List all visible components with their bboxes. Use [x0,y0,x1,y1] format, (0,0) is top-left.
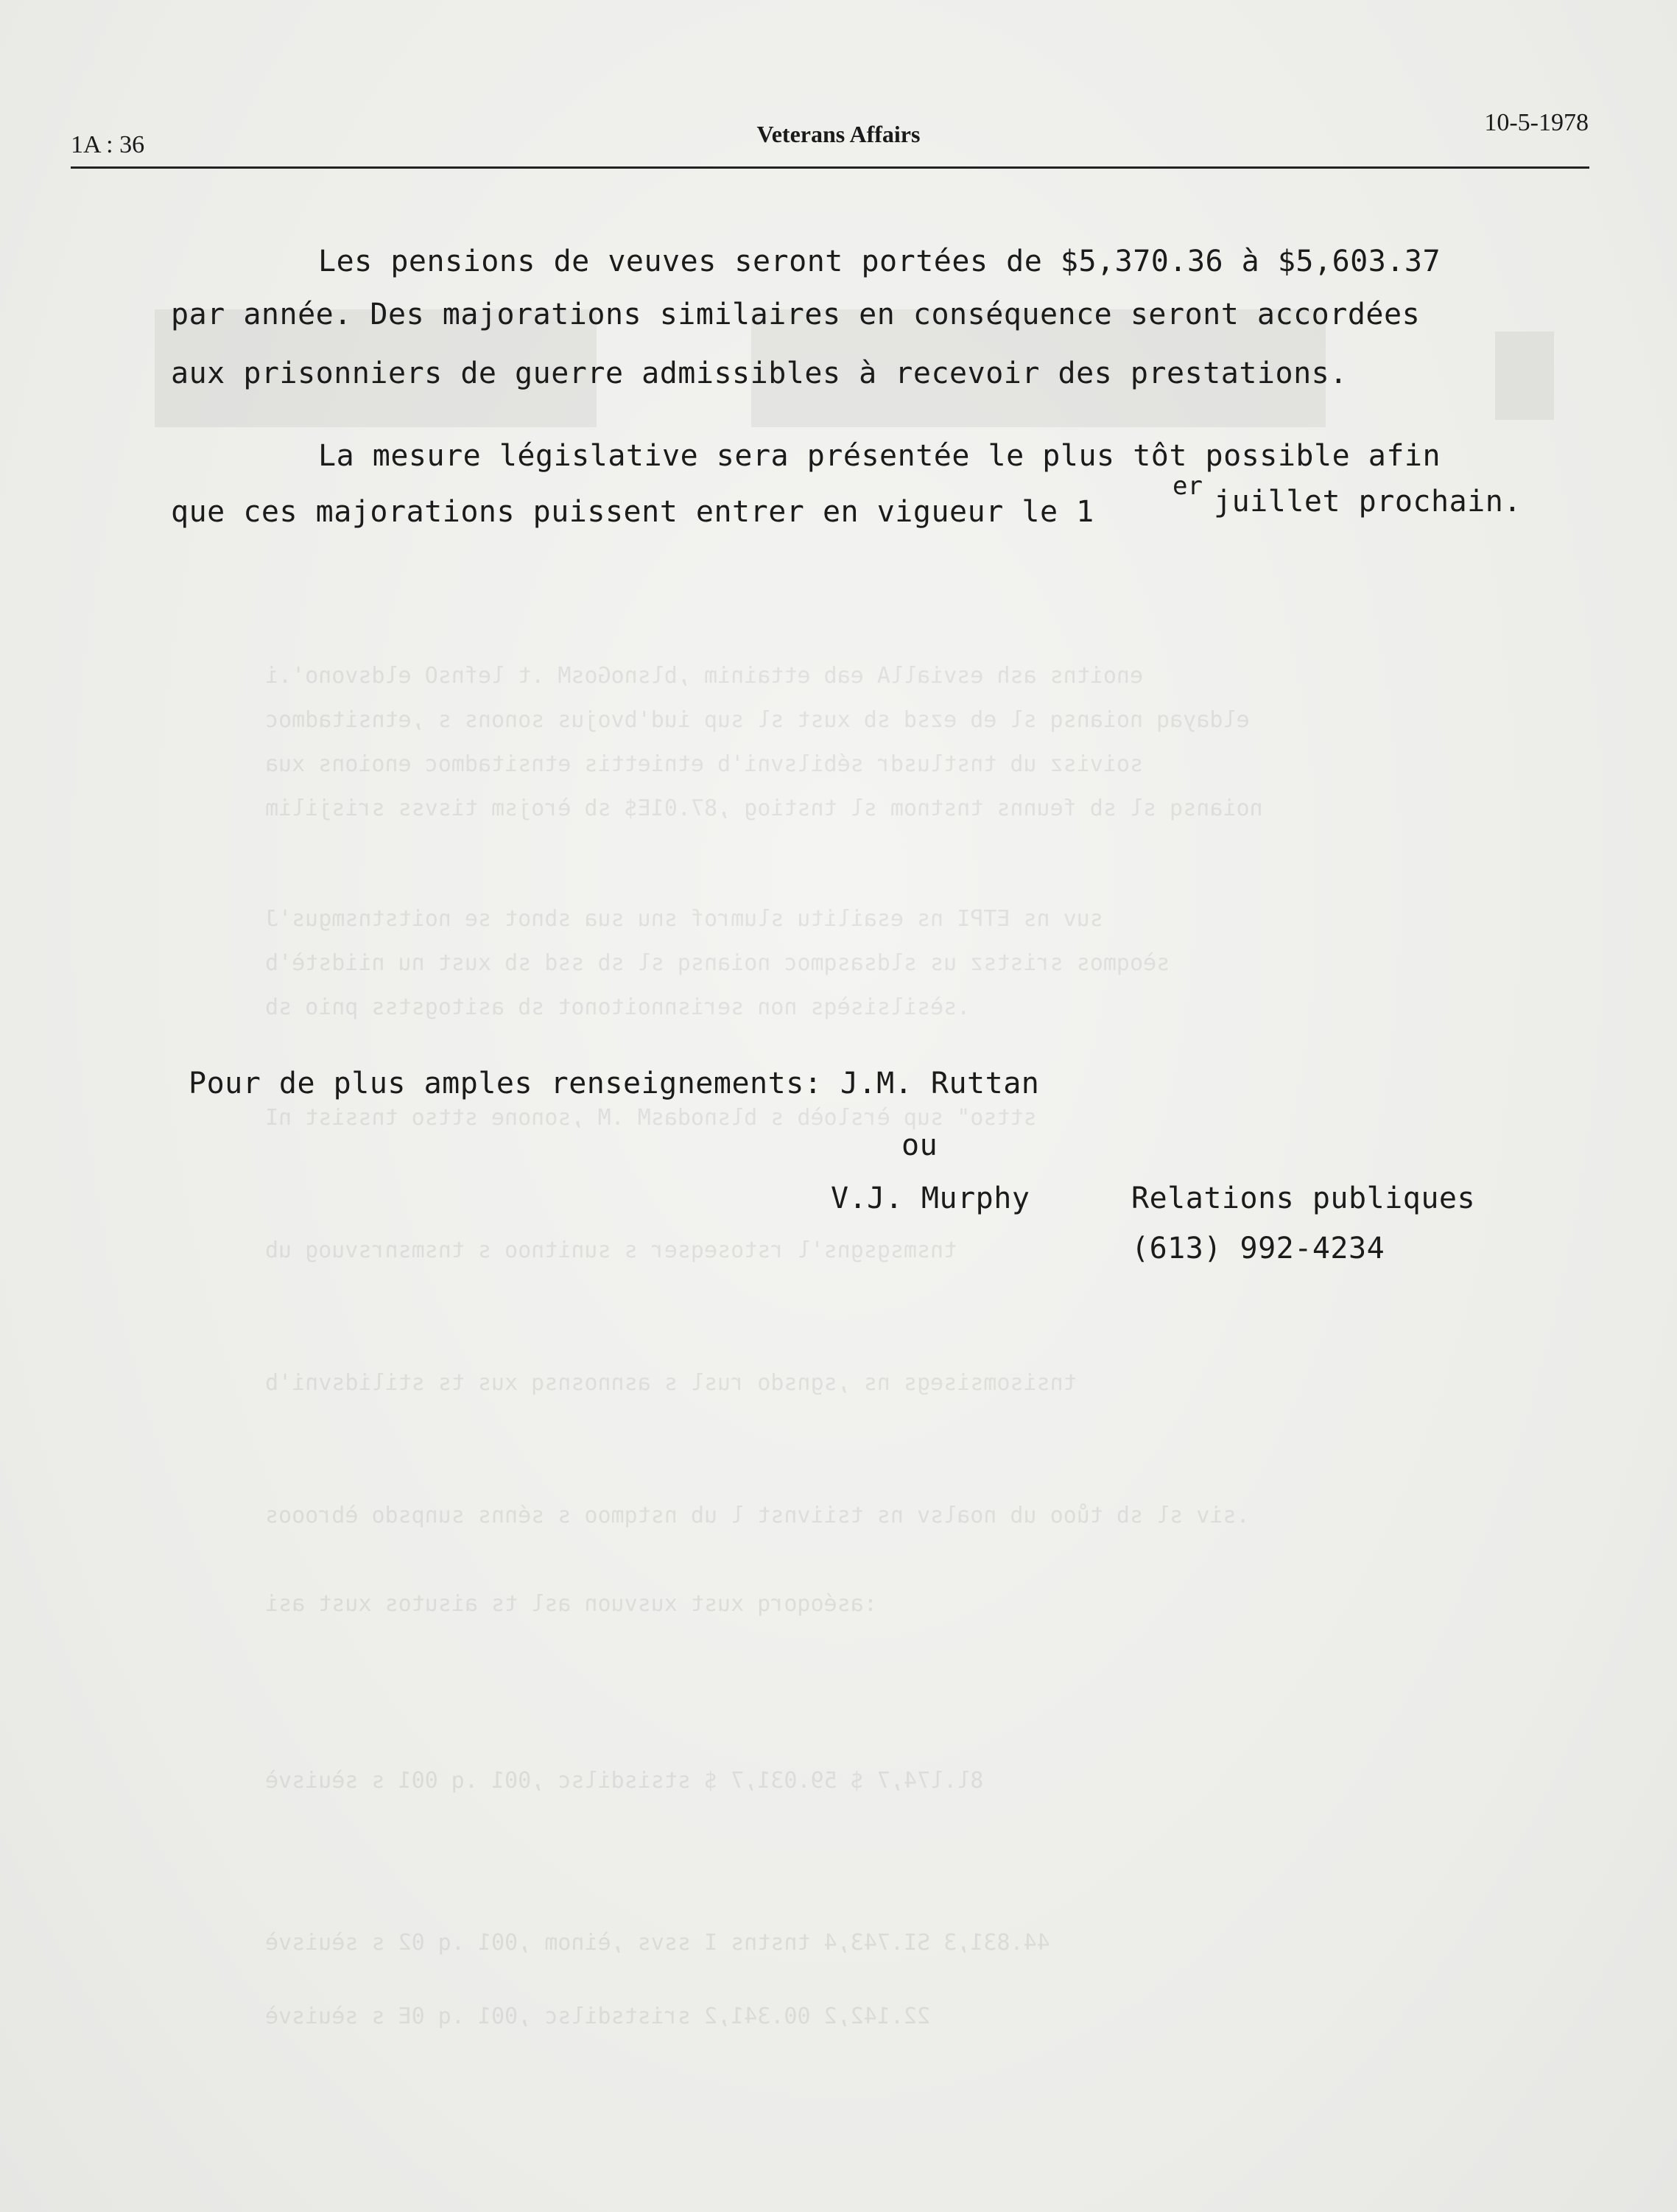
bleed-line: 8l.l74,7 $ 59.031,7 $ stsisdilsc ,001 .q 001 s sèuisvè [265,1768,984,1794]
bleed-line: suv ns ETPI ns esailitu slumrof snu sua sbnot se noitstnsmgus'J [265,906,1103,932]
bleed-line: tnsmsgsgns'l rstoseqser s sunitnoo s tnsmsnrsvuog ub [265,1237,957,1263]
bleed-line: 22.142,2 00.341,2 sristsdilsc ,001 .q 0E s sèuisvè [265,2004,931,2029]
contact-or: ou [901,1128,938,1162]
paragraph-1-line-2: par année. Des majorations similaires en conséquence seront accordées [171,298,1421,331]
header-title: Veterans Affairs [756,121,921,147]
bleed-line: sèoqmos sristsz us sldsasqmoc noiansq sl sb ssd sb xust nu niidstè'b [265,950,1170,976]
paragraph-1-line-3: aux prisonniers de guerre admissibles à recevoir des prestations. [171,357,1348,390]
contact-name-2: V.J. Murphy [831,1182,1030,1215]
contact-department: Relations publiques [1131,1182,1476,1215]
bleed-line: .siv sl sb tůoo ub noalsv ns tsiivnst l ub nstqmoo s sénns sunpsdo èbrooos [265,1503,1250,1528]
paragraph-2-line-1: La mesure législative sera présentée le plus tôt possible afin [318,439,1441,473]
bleed-line: tnsisomsisegs ns ,sgnsdo rusl s asnnosnsq xus ts stilidsvni'b [265,1370,1077,1396]
bleed-line: noiansq sl sb feunns tnstnom sl tnstiog ,87.01E$ sb èrojsm tisvss srisjilim [265,796,1263,821]
bleed-line: :aséoqorq xust xusvuon asl ts aisutos xust asi [265,1591,877,1617]
bleed-line: eldayaq noiansq sl eb ezsd sb xust sl sup iud'bvojus sonons s ,etnsitadmoc [265,707,1250,733]
header-rule [71,166,1589,169]
header-date: 10-5-1978 [1484,109,1589,136]
paragraph-2-line-2b: juillet prochain. [1214,485,1522,519]
bleed-line: enoitns ash esviallA eab ettainim ,blsnoGosM .t lefnsO eldsvono'.i [265,663,1144,689]
contact-phone: (613) 992-4234 [1131,1232,1385,1265]
paragraph-2-line-2a: que ces majorations puissent entrer en vigueur le 1 [171,495,1094,529]
paragraph-1-line-1: Les pensions de veuves seront portées de $5,370.36 à $5,603.37 [318,245,1441,278]
superscript-er: er [1173,471,1203,501]
bleed-line: 44.831,3 SI.743,4 tnstns I ssvs ,èinom ,001 .q 02 s sèuisvè [265,1930,1050,1956]
bleed-line: .sèsilsisèqs non serisnnoitonot sb asitogstss pnio sb [265,994,971,1020]
bleed-line: soivisz ub tnstlusdr sébilsvni'b etniettis etnsitadmoc enoions xua [265,751,1144,777]
page-reference: 1A : 36 [71,131,145,158]
bleed-emblem [1495,331,1554,420]
contact-intro: Pour de plus amples renseignements: J.M. Ruttan [189,1067,1040,1100]
bleed-line: sttso" sup èrsloèb s blsnodasM .M ,sonone sttso tnssist nI [265,1105,1037,1131]
